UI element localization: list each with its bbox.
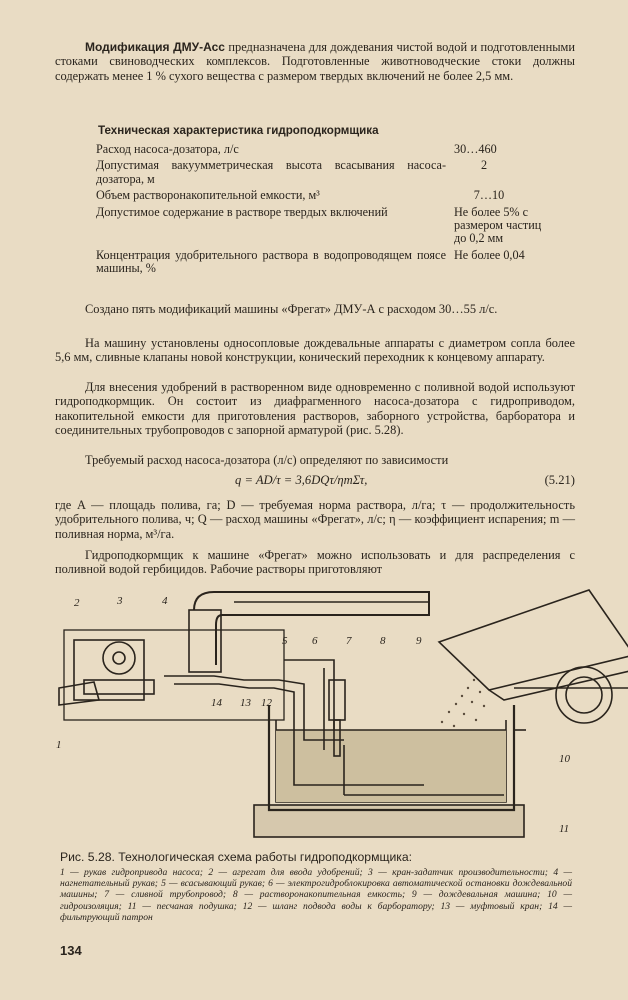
formula-expression: q = AD/τ = 3,6DQτ/ηmΣτ, [235,473,368,487]
figure-5-28-diagram [44,580,628,845]
paragraph-apparatus: На машину установлены односопловые дождевальные аппараты с диаметром сопла более 5,6 мм, сливные клапаны новой конструкции, конический переходник к концевому аппарату. [55,336,575,365]
intro-paragraph [55,40,575,83]
figure-legend: 1 — рукав гидропривода насоса; 2 — агрегат для ввода удобрений; 3 — кран-задатчик производительности; 4 — нагнетательный рукав; 5 — всасывающий рукав; 6 — электрогидроблокировка автоматической остановки дождевальной машины; 7 — сливной трубопровод; 8 — растворонакопительная емкость; 9 — дождевальная машина; 10 — гидроизоляция; 11 — песчаная подушка; 12 — шланг подвода воды к барборатору; 13 — муфтовый кран; 14 — фильтрующий патрон [60,867,572,923]
paragraph-modifications: Создано пять модификаций машины «Фрегат» ДМУ-А с расходом 30…55 л/с. [85,302,498,316]
fig-label: 13 [240,697,251,709]
fig-label: 10 [559,753,570,765]
paragraph-herbicides: Гидроподкормщик к машине «Фрегат» можно использовать и для распределения с поливной водой гербицидов. Рабочие растворы приготовляют [55,548,575,577]
spec-row [96,189,556,205]
fig-label: 4 [162,595,168,607]
fig-label: 6 [312,635,318,647]
spec-value: Не более 0,04 [454,247,525,262]
intro-text: предназначена для дождевания чистой водой и подготовленными стоками свиноводческих комплексов. Подготовленные животноводческие стоки должны содержать менее 1 % сухого вещества с размером твердых включений не более 2,5 мм. [55,40,575,83]
spec-key: Расход насоса-дозатора, л/с [96,142,239,156]
spec-row [96,249,556,279]
spec-key: Допустимая вакуумметрическая высота всасывания насоса-дозатора, м [96,158,446,186]
formula-number: (5.21) [544,473,575,487]
fig-label: 8 [380,635,386,647]
fig-label: 3 [117,595,123,607]
spec-key: Допустимое содержание в растворе твердых включений [96,204,388,219]
page-number: 134 [60,943,82,958]
spec-key: Концентрация удобрительного раствора в водопроводящем поясе машины, % [96,247,446,276]
spec-row [96,143,556,159]
spec-value: 7…10 [473,188,505,203]
spec-row [96,159,556,189]
fig-label: 12 [261,697,272,709]
spec-key: Объем растворонакопительной емкости, м³ [96,188,320,203]
paragraph-fertilizer: Для внесения удобрений в растворенном виде одновременно с поливной водой используют гидроподкормщик. Он состоит из диафрагменного насоса-дозатора с гидроприводом, накопительной емкости для приготовления растворов, заборного устройства, барборатора и соединительных трубопроводов с запорной арматурой (рис. 5.28). [55,380,575,438]
paragraph-flow-rate: Требуемый расход насоса-дозатора (л/с) определяют по зависимости [85,453,449,467]
figure-caption: Рис. 5.28. Технологическая схема работы гидроподкормщика: [60,850,413,864]
fig-label: 14 [211,697,222,709]
paragraph-variables: где A — площадь полива, га; D — требуемая норма раствора, л/га; τ — продолжительность удобрительного полива, ч; Q — расход машины «Фрегат», л/с; η — коэффициент испарения; m — поливная норма, м³/га. [55,498,575,541]
intro-lead: Модификация ДМУ-Асс [85,40,225,54]
spec-row [96,206,556,249]
fig-label: 2 [74,597,80,609]
spec-value: Не более 5% с размером частиц до 0,2 мм [454,204,542,246]
fig-label: 9 [416,635,422,647]
spec-table [96,143,556,279]
fig-label: 1 [56,739,62,751]
spec-value: 2 [480,158,488,173]
fig-label: 7 [346,635,352,647]
fig-label: 11 [559,823,570,835]
spec-value: 30…460 [454,142,497,156]
fig-label: 5 [282,635,288,647]
spec-title: Техническая характеристика гидроподкормщика [98,124,379,137]
